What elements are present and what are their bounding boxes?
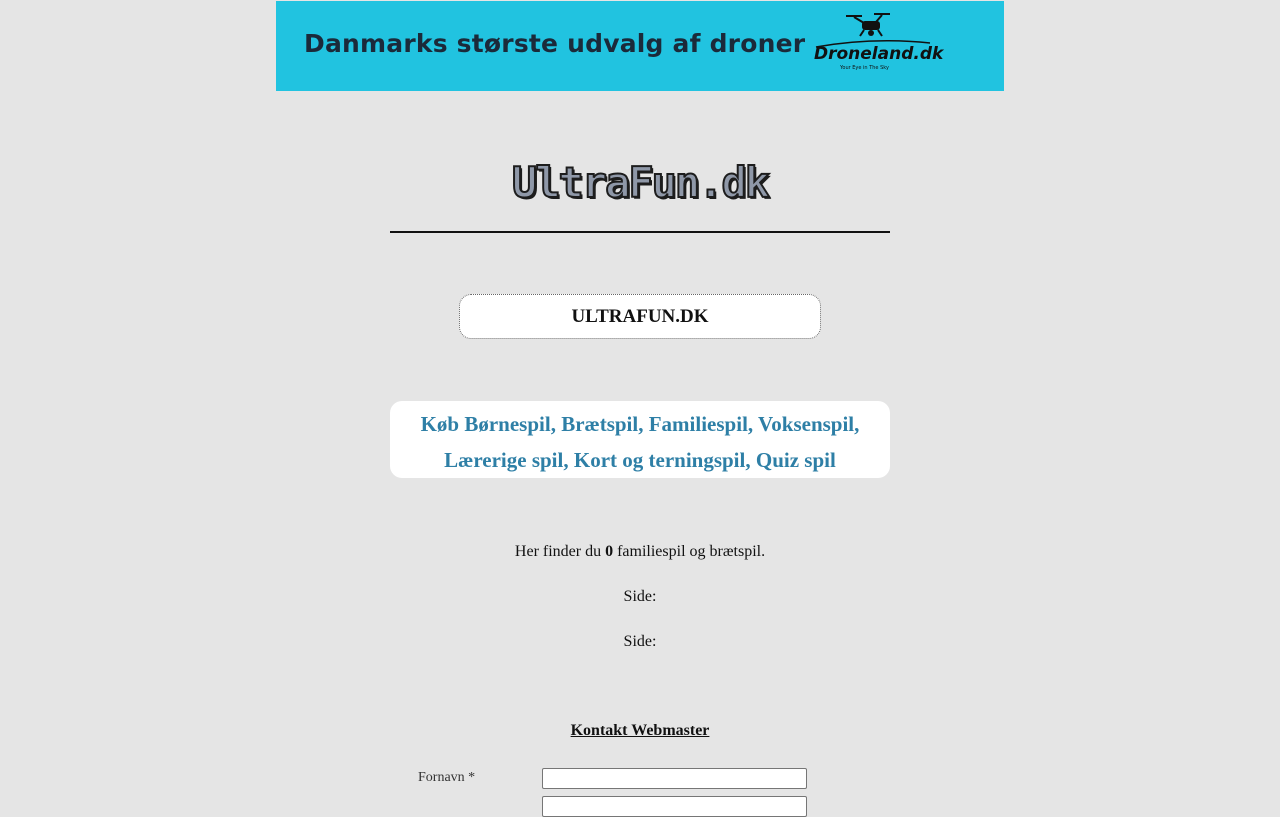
- category-link-quiz-spil[interactable]: Quiz spil: [755, 448, 836, 472]
- firstname-label: Fornavn *: [418, 770, 476, 785]
- ad-banner[interactable]: [276, 1, 1004, 91]
- result-count-suffix: familiespil og brætspil.: [613, 543, 766, 560]
- comma-separator: ,: [638, 412, 649, 436]
- firstname-input[interactable]: [542, 768, 807, 789]
- category-link-voksenspil[interactable]: Voksenspil: [758, 412, 855, 436]
- result-count-prefix: Her finder du: [514, 543, 606, 560]
- banner-headline: Danmarks største udvalg af droner: [304, 29, 806, 58]
- category-link-braetspil[interactable]: Brætspil: [561, 412, 639, 436]
- pagination-label-top: Side:: [623, 588, 657, 605]
- droneland-logo: [812, 9, 944, 73]
- page-title: ULTRAFUN.DK: [459, 294, 821, 339]
- category-link-boernespil[interactable]: Køb Børnespil: [420, 412, 551, 436]
- category-link-laererige-spil[interactable]: Lærerige spil: [444, 448, 564, 472]
- pagination-label-bottom: Side:: [623, 633, 657, 650]
- category-link-kort-og-terningspil[interactable]: Kort og terningspil: [573, 448, 746, 472]
- contact-webmaster-heading: Kontakt Webmaster: [570, 722, 710, 739]
- drone-icon: [812, 9, 936, 49]
- comma-separator: ,: [854, 412, 860, 436]
- result-count-text: [0, 543, 1280, 561]
- category-link-familiespil[interactable]: Familiespil: [648, 412, 748, 436]
- divider: [390, 231, 890, 233]
- comma-separator: ,: [747, 412, 759, 436]
- droneland-logo-text: Droneland.dk: [814, 44, 944, 64]
- site-logo[interactable]: UltraFun.dk: [511, 158, 769, 207]
- droneland-tagline: Your Eye in The Sky: [840, 65, 889, 71]
- comma-separator: ,: [745, 448, 756, 472]
- next-field-input[interactable]: [542, 796, 807, 817]
- comma-separator: ,: [550, 412, 562, 436]
- result-count: 0: [605, 543, 614, 560]
- category-links: [390, 401, 890, 478]
- comma-separator: ,: [563, 448, 574, 472]
